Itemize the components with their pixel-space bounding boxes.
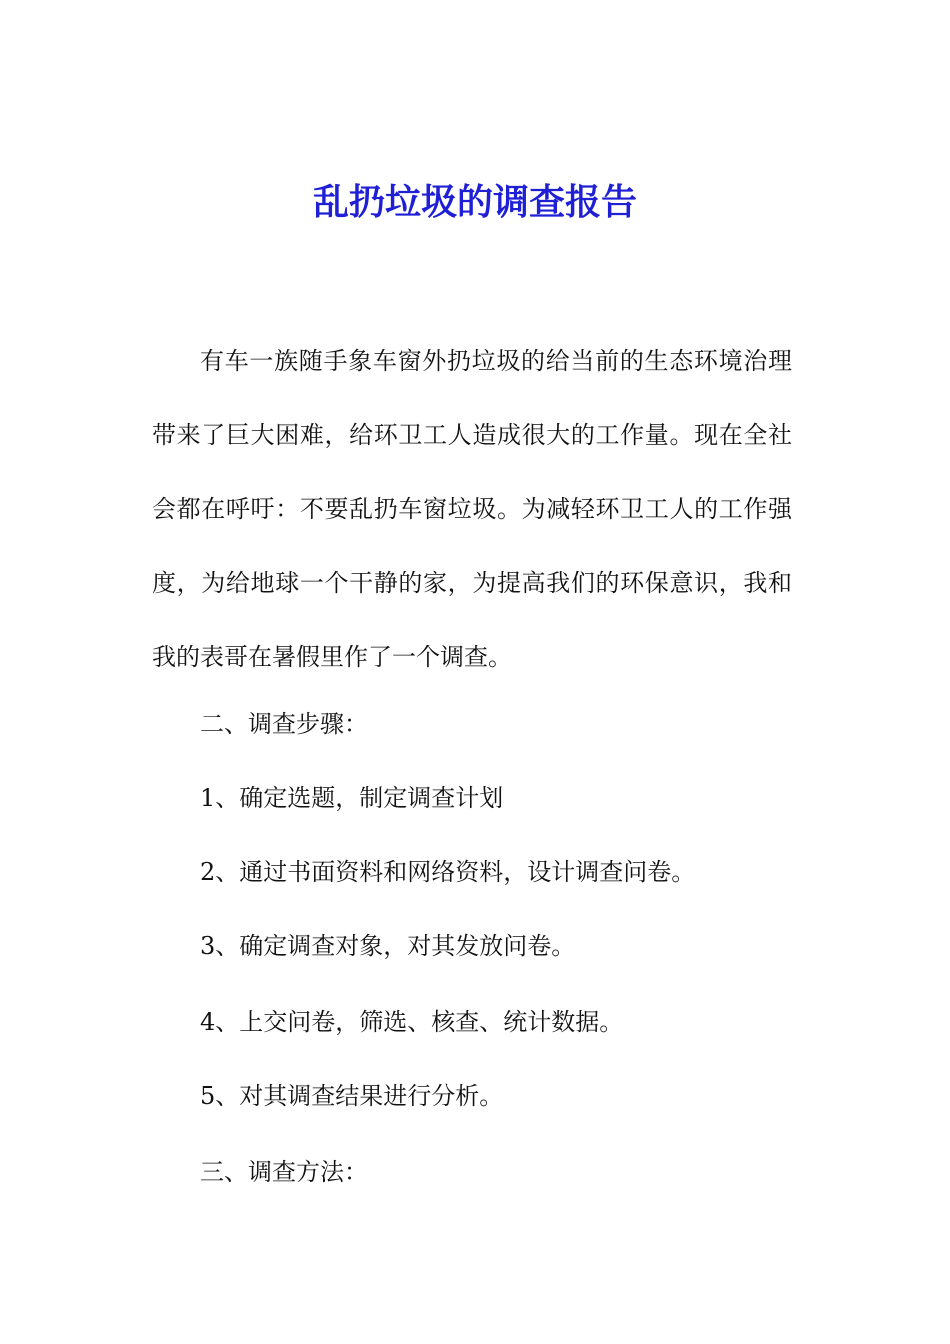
step-item-4: 4、上交问卷，筛选、核查、统计数据。 <box>200 1008 624 1036</box>
step-item-2: 2、通过书面资料和网络资料，设计调查问卷。 <box>200 858 696 886</box>
section-heading-steps: 二、调查步骤： <box>200 710 368 738</box>
step-item-3: 3、确定调查对象，对其发放问卷。 <box>200 932 576 960</box>
step-item-5: 5、对其调查结果进行分析。 <box>200 1082 504 1110</box>
section-heading-method: 三、调查方法： <box>200 1158 368 1186</box>
step-item-1: 1、确定选题，制定调查计划 <box>200 784 504 812</box>
intro-paragraph: 有车一族随手象车窗外扔垃圾的给当前的生态环境治理带来了巨大困难，给环卫工人造成很大的工作量。现在全社会都在呼吁：不要乱扔车窗垃圾。为减轻环卫工人的工作强度，为给地球一个干静的家，为提高我们的环保意识，我和我的表哥在暑假里作了一个调查。 <box>152 347 792 671</box>
document-title: 乱扔垃圾的调查报告 <box>312 181 637 223</box>
